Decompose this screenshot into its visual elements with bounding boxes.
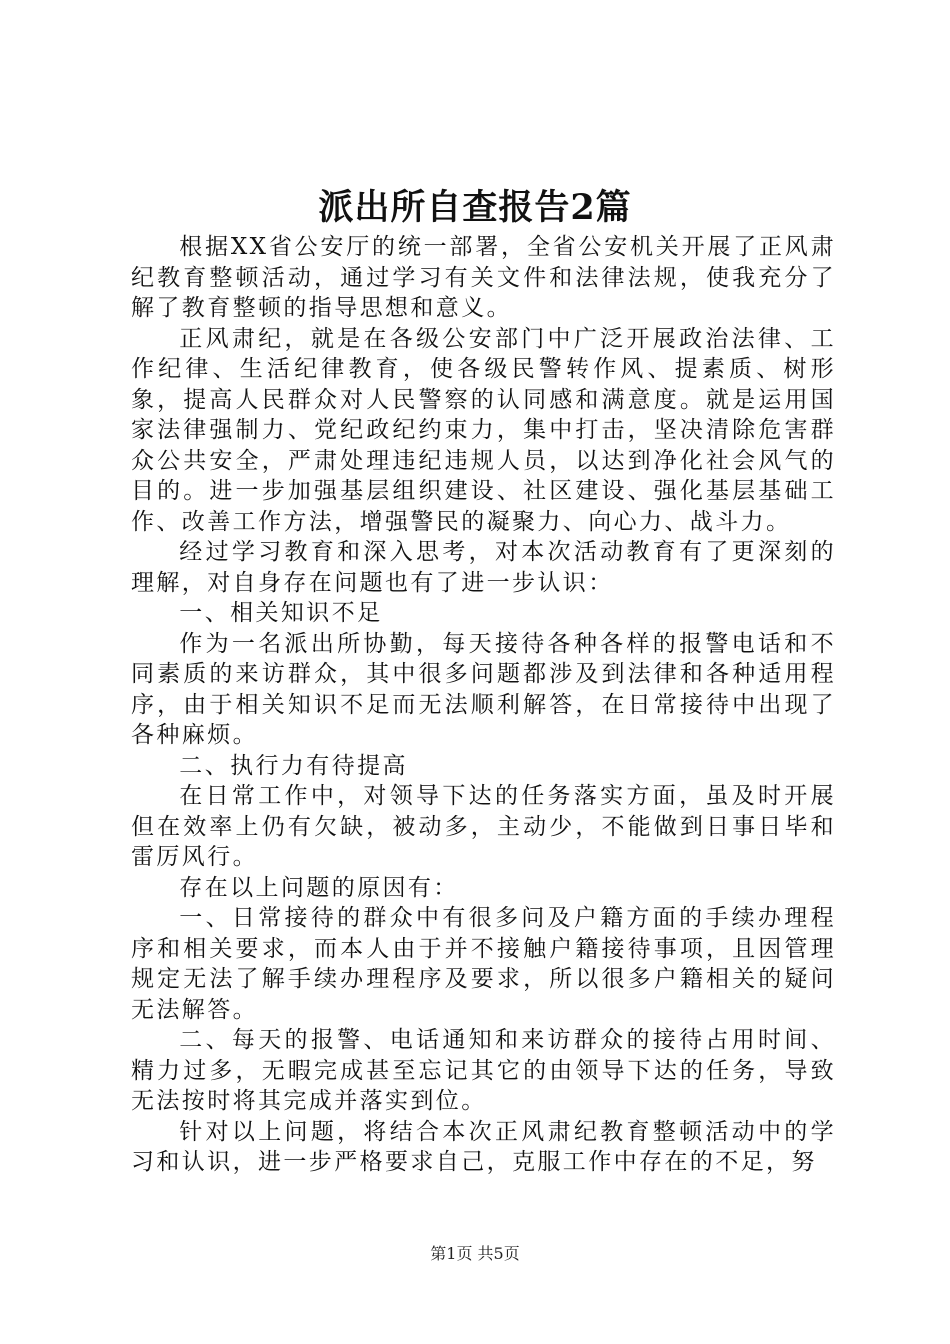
paragraph-8: 二、每天的报警、电话通知和来访群众的接待占用时间、精力过多，无暇完成甚至忘记其它的由领导下达的任务，导致无法按时将其完成并落实到位。 — [131, 1027, 836, 1114]
section-heading-1: 一、相关知识不足 — [179, 600, 383, 626]
paragraph-7: 一、日常接待的群众中有很多问及户籍方面的手续办理程序和相关要求，而本人由于并不接触户籍接待事项，且因管理规定无法了解手续办理程序及要求，所以很多户籍相关的疑问无法解答。 — [131, 905, 836, 1023]
paragraph-9: 针对以上问题，将结合本次正风肃纪教育整顿活动中的学习和认识，进一步严格要求自己，克服工作中存在的不足，努 — [131, 1118, 836, 1175]
section-heading-2: 二、执行力有待提高 — [179, 752, 408, 779]
paragraph-3: 经过学习教育和深入思考，对本次活动教育有了更深刻的理解，对自身存在问题也有了进一步认识： — [131, 539, 836, 596]
paragraph-6: 存在以上问题的原因有： — [179, 874, 459, 901]
document-title: 派出所自查报告2篇 — [318, 187, 632, 228]
paragraph-4: 作为一名派出所协勤，每天接待各种各样的报警电话和不同素质的来访群众，其中很多问题都涉及到法律和各种适用程序，由于相关知识不足而无法顺利解答，在日常接待中出现了各种麻烦。 — [131, 630, 836, 748]
paragraph-2: 正风肃纪，就是在各级公安部门中广泛开展政治法律、工作纪律、生活纪律教育，使各级民警转作风、提素质、树形象，提高人民群众对人民警察的认同感和满意度。就是运用国家法律强制力、党纪政纪约束力，集中打击，坚决清除危害群众公共安全，严肃处理违纪违规人员，以达到净化社会风气的目的。进一步加强基层组织建设、社区建设、强化基层基础工作、改善工作方法，增强警民的凝聚力、向心力、战斗力。 — [131, 325, 836, 535]
paragraph-5: 在日常工作中，对领导下达的任务落实方面，虽及时开展但在效率上仍有欠缺，被动多，主动少，不能做到日事日毕和雷厉风行。 — [131, 783, 836, 870]
paragraph-1: 根据XX省公安厅的统一部署，全省公安机关开展了正风肃纪教育整顿活动，通过学习有关文件和法律法规，使我充分了解了教育整顿的指导思想和意义。 — [131, 234, 836, 321]
page-footer: 第1页 共5页 — [430, 1244, 520, 1263]
document-body — [131, 232, 836, 1178]
